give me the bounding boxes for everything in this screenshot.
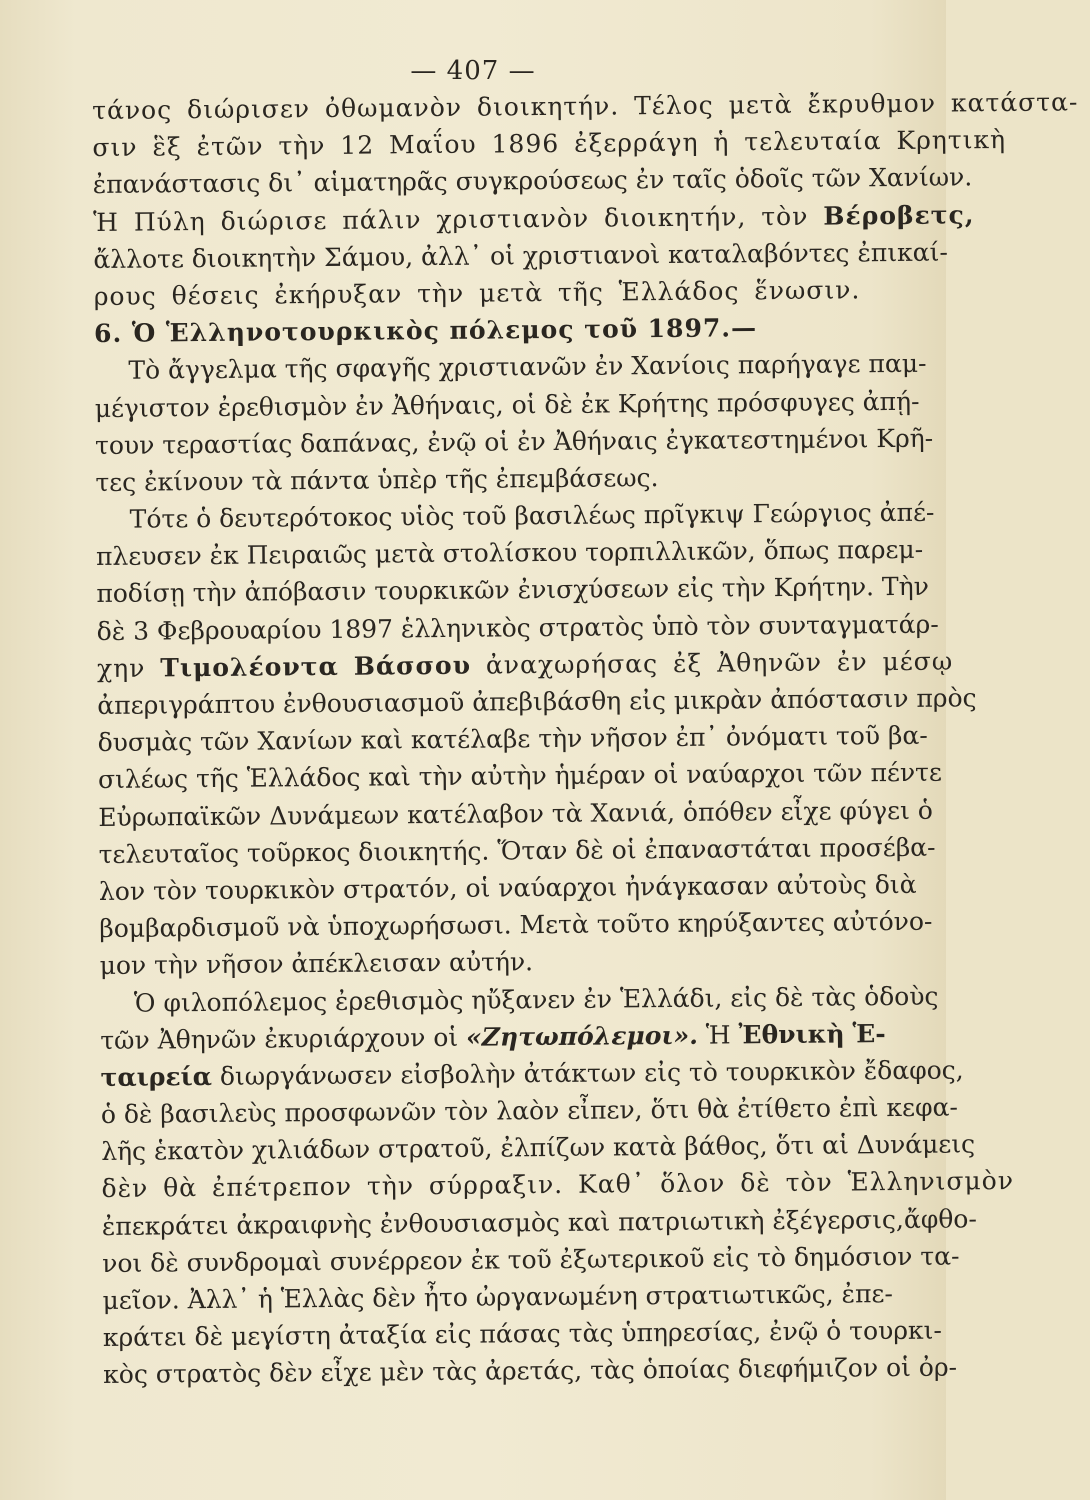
text-line: λῆς ἑκατὸν χιλιάδων στρατοῦ, ἐλπίζων κατὰ βάθος, ὅτι αἱ Δυνάμεις <box>101 1129 976 1167</box>
text-line: λον τὸν τουρκικὸν στρατόν, οἱ ναύαρχοι ἠνάγκασαν αὐτοὺς διὰ <box>98 869 917 906</box>
text-line: μεῖον. Ἀλλ᾽ ἡ Ἑλλὰς δὲν ἦτο ὠργανωμένη στρατιωτικῶς, ἐπε- <box>102 1279 893 1315</box>
text-line: δὲν θὰ ἐπέτρεπον τὴν σύρραξιν. Καθ᾽ ὅλον δὲ τὸν Ἑλληνισμὸν <box>101 1166 1015 1204</box>
text-line: Ὁ φιλοπόλεμος ἐρεθισμὸς ηὔξανεν ἐν Ἑλλάδι, εἰς δὲ τὰς ὁδοὺς <box>133 981 939 1018</box>
page-number: — 407 — <box>410 56 536 86</box>
text-segment: διωργάνωσεν εἰσβολὴν ἀτάκτων εἰς τὸ τουρκικὸν ἔδαφος, <box>219 1055 964 1091</box>
text-line: ἀπεριγράπτου ἐνθουσιασμοῦ ἀπεβιβάσθη εἰς μικρὰν ἀπόστασιν πρὸς <box>97 683 977 720</box>
text-line: Τὸ ἄγγελμα τῆς σφαγῆς χριστιανῶν ἐν Χανίοις παρήγαγε παμ- <box>128 349 927 386</box>
text-line: κράτει δὲ μεγίστη ἀταξία εἰς πάσας τὰς ὑπηρεσίας, ἐνῷ ὁ τουρκι- <box>102 1315 942 1353</box>
name-vassos: Βάσσου <box>353 650 472 681</box>
text-line: βομβαρδισμοῦ νὰ ὑποχωρήσωσι. Μετὰ τοῦτο κηρύξαντες αὐτόνο- <box>99 906 933 944</box>
text-line: τες ἐκίνουν τὰ πάντα ὑπὲρ τῆς ἐπεμβάσεως. <box>95 462 659 497</box>
text-line: πλευσεν ἐκ Πειραιῶς μετὰ στολίσκου τορπιλλικῶν, ὅπως παρεμ- <box>95 535 924 572</box>
text-line: ποδίσῃ τὴν ἀπόβασιν τουρκικῶν ἐνισχύσεων εἰς τὴν Κρήτην. Τὴν <box>96 572 929 609</box>
text-line: τουν τεραστίας δαπάνας, ἐνῷ οἱ ἐν Ἀθήναις ἐγκατεστημένοι Κρῆ- <box>94 423 934 460</box>
text-segment: Ἡ Πύλη διώρισε πάλιν χριστιανὸν διοικητήν, τὸν <box>93 201 809 237</box>
text-line: δὲ 3 Φεβρουαρίου 1897 ἑλληνικὸς στρατὸς ὑπὸ τὸν συνταγματάρ- <box>96 609 939 646</box>
zitopolemoi: «Ζητωπόλεμοι». <box>465 1020 699 1052</box>
text-line: ὁ δὲ βασιλεὺς προσφωνῶν τὸν λαὸν εἶπεν, ὅτι θὰ ἐτίθετο ἐπὶ κεφα- <box>100 1092 959 1130</box>
section-heading: 6. Ὁ Ἑλληνοτουρκικὸς πόλεμος τοῦ 1897.— <box>93 313 758 349</box>
body-text <box>92 85 1079 1394</box>
text-line: σιλέως τῆς Ἑλλάδος καὶ τὴν αὐτὴν ἡμέραν οἱ ναύαρχοι τῶν πέντε <box>97 757 942 795</box>
text-line: μον τὴν νῆσον ἀπέκλεισαν αὐτήν. <box>99 947 534 981</box>
text-segment: χην <box>96 653 146 683</box>
text-line: ἐπεκράτει ἀκραιφνὴς ἐνθουσιασμὸς καὶ πατριωτικὴ ἐξέγερσις,ἄφθο- <box>101 1203 977 1241</box>
name-verroetes: Βέροβετς, <box>823 199 975 231</box>
text-segment: ἀναχωρήσας ἐξ Ἀθηνῶν ἐν μέσῳ <box>485 646 954 680</box>
text-segment: Ἡ <box>705 1020 731 1050</box>
name-timoleon: Τιμολέοντα <box>160 651 339 683</box>
ethniki-e: Ἑ- <box>852 1018 886 1049</box>
text-line: δυσμὰς τῶν Χανίων καὶ κατέλαβε τὴν νῆσον ἐπ᾽ ὀνόματι τοῦ βα- <box>97 720 928 758</box>
text-line: ρους θέσεις ἐκήρυξαν τὴν μετὰ τῆς Ἑλλάδος ἕνωσιν. <box>93 275 861 311</box>
text-line: ἐπανάστασις δι᾽ αἱματηρᾶς συγκρούσεως ἐν ταῖς ὁδοῖς τῶν Χανίων. <box>92 162 973 200</box>
text-line: ἄλλοτε διοικητὴν Σάμου, ἀλλ᾽ οἱ χριστιανοὶ καταλαβόντες ἐπικαί- <box>93 237 948 274</box>
text-line: τάνος διώρισεν ὀθωμανὸν διοικητήν. Τέλος μετὰ ἔκρυθμον κατάστα- <box>92 87 1079 125</box>
text-line: μέγιστον ἐρεθισμὸν ἐν Ἀθήναις, οἱ δὲ ἐκ Κρήτης πρόσφυγες ἀπῄ- <box>94 386 920 423</box>
text-line: νοι δὲ συνδρομαὶ συνέρρεον ἐκ τοῦ ἐξωτερικοῦ εἰς τὸ δημόσιον τα- <box>102 1241 960 1278</box>
ethniki: Ἐθνικὴ <box>738 1019 845 1050</box>
text-line: κὸς στρατὸς δὲν εἶχε μὲν τὰς ἀρετάς, τὰς ὁποίας διεφήμιζον οἱ ὀρ- <box>103 1352 958 1390</box>
text-line: τελευταῖος τοῦρκος διοικητής. Ὅταν δὲ οἱ ἐπαναστάται προσέβα- <box>98 832 936 869</box>
text-segment: τῶν Ἀθηνῶν ἐκυριάρχουν οἱ <box>100 1022 459 1055</box>
etaireia: ταιρεία <box>100 1061 213 1092</box>
text-line: Εὐρωπαϊκῶν Δυνάμεων κατέλαβον τὰ Χανιά, ὁπόθεν εἶχε φύγει ὁ <box>98 795 933 832</box>
text-line: σιν ἓξ ἐτῶν τὴν 12 Μαΐου 1896 ἐξερράγη ἡ τελευταία Κρητικὴ <box>92 125 1007 163</box>
text-line: Τότε ὁ δευτερότοκος υἱὸς τοῦ βασιλέως πρῖγκιψ Γεώργιος ἀπέ- <box>129 497 935 534</box>
